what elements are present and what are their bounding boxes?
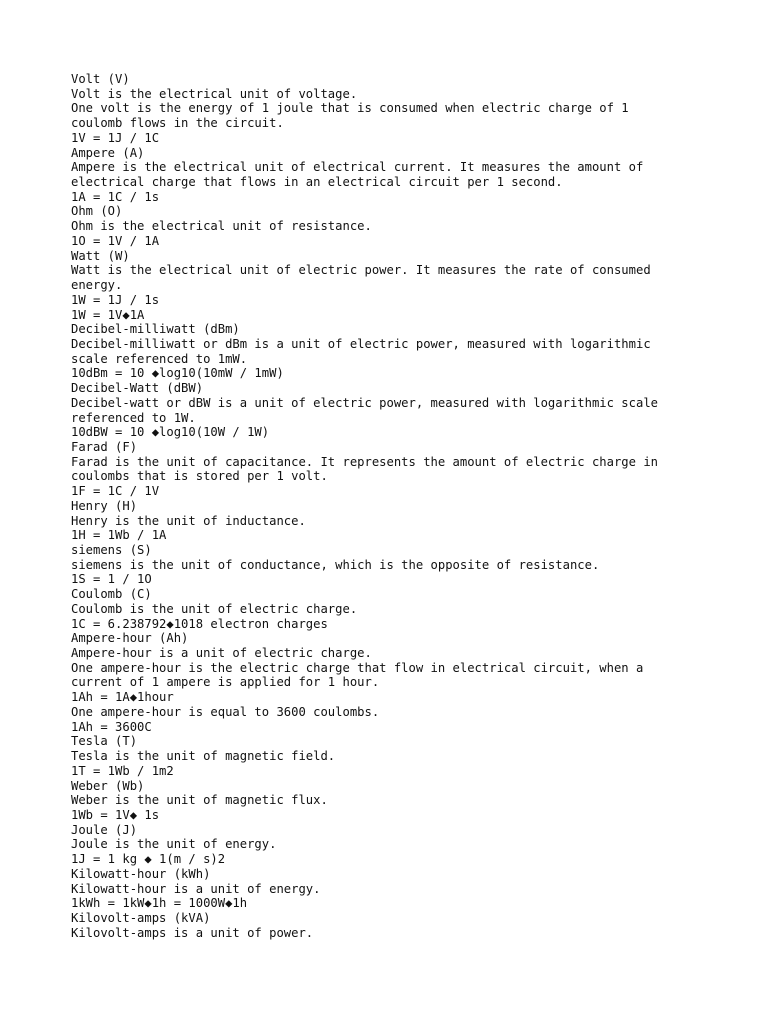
text-line: 1S = 1 / 1O	[71, 572, 152, 587]
text-line: current of 1 ampere is applied for 1 hour.	[71, 675, 380, 690]
text-line: Farad is the unit of capacitance. It represents the amount of electric charge in	[71, 454, 658, 469]
text-line: 1Wb = 1V◆ 1s	[71, 807, 160, 822]
text-line: 1F = 1C / 1V	[71, 484, 160, 499]
text-line: electrical charge that flows in an electrical circuit per 1 second.	[71, 175, 563, 190]
text-line: Decibel-watt or dBW is a unit of electric power, measured with logarithmic scale	[71, 395, 658, 410]
text-line: Watt (W)	[71, 248, 130, 263]
text-line: coulombs that is stored per 1 volt.	[71, 469, 328, 484]
text-line: Ampere-hour is a unit of electric charge.	[71, 646, 372, 661]
text-line: Weber (Wb)	[71, 778, 145, 793]
text-line: 1V = 1J / 1C	[71, 130, 160, 145]
text-line: Tesla is the unit of magnetic field.	[71, 749, 336, 764]
text-line: One ampere-hour is the electric charge that flow in electrical circuit, when a	[71, 660, 644, 675]
document-page	[71, 72, 711, 940]
text-line: 1J = 1 kg ◆ 1(m / s)2	[71, 852, 226, 867]
text-line: Watt is the electrical unit of electric power. It measures the rate of consumed	[71, 263, 651, 278]
text-line: energy.	[71, 278, 123, 293]
text-line: 1A = 1C / 1s	[71, 189, 160, 204]
text-line: Decibel-milliwatt or dBm is a unit of electric power, measured with logarithmic	[71, 336, 651, 351]
text-line: One ampere-hour is equal to 3600 coulombs.	[71, 704, 380, 719]
text-line: 1C = 6.238792◆1018 electron charges	[71, 616, 328, 631]
text-line: Henry (H)	[71, 498, 138, 513]
text-line: Coulomb (C)	[71, 587, 152, 602]
text-line: Ampere is the electrical unit of electrical current. It measures the amount of	[71, 160, 644, 175]
text-line: Kilovolt-amps is a unit of power.	[71, 925, 314, 940]
text-line: Decibel-milliwatt (dBm)	[71, 322, 240, 337]
text-line: One volt is the energy of 1 joule that is consumed when electric charge of 1	[71, 101, 629, 116]
text-line: Kilovolt-amps (kVA)	[71, 910, 211, 925]
text-line: coulomb flows in the circuit.	[71, 116, 284, 131]
text-line: Volt (V)	[71, 72, 130, 86]
text-line: Ampere (A)	[71, 145, 145, 160]
text-line: Kilowatt-hour is a unit of energy.	[71, 881, 321, 896]
text-line: Coulomb is the unit of electric charge.	[71, 601, 358, 616]
text-line: 1T = 1Wb / 1m2	[71, 763, 174, 778]
text-line: 10dBm = 10 ◆log10(10mW / 1mW)	[71, 366, 284, 381]
text-line: 10dBW = 10 ◆log10(10W / 1W)	[71, 425, 270, 440]
text-line: Farad (F)	[71, 439, 138, 454]
text-line: scale referenced to 1mW.	[71, 351, 248, 366]
text-line: Henry is the unit of inductance.	[71, 513, 306, 528]
text-line: Kilowatt-hour (kWh)	[71, 866, 211, 881]
text-line: 1Ah = 3600C	[71, 719, 152, 734]
text-line: Ohm (O)	[71, 204, 123, 219]
text-line: 1W = 1V◆1A	[71, 307, 145, 322]
text-line: 1kWh = 1kW◆1h = 1000W◆1h	[71, 896, 248, 911]
text-line: Joule is the unit of energy.	[71, 837, 277, 852]
text-line: 1O = 1V / 1A	[71, 233, 160, 248]
text-line: Volt is the electrical unit of voltage.	[71, 86, 358, 101]
text-line: Ampere-hour (Ah)	[71, 631, 189, 646]
text-line: 1H = 1Wb / 1A	[71, 528, 167, 543]
text-line: referenced to 1W.	[71, 410, 196, 425]
text-line: 1Ah = 1A◆1hour	[71, 690, 174, 705]
text-line: 1W = 1J / 1s	[71, 292, 160, 307]
text-line: Joule (J)	[71, 822, 138, 837]
text-line: Tesla (T)	[71, 734, 138, 749]
text-line: Decibel-Watt (dBW)	[71, 381, 204, 396]
text-line: Ohm is the electrical unit of resistance.	[71, 219, 372, 234]
text-line: siemens (S)	[71, 543, 152, 557]
text-line: Weber is the unit of magnetic flux.	[71, 793, 328, 808]
text-line: siemens is the unit of conductance, which is the opposite of resistance.	[71, 557, 600, 572]
